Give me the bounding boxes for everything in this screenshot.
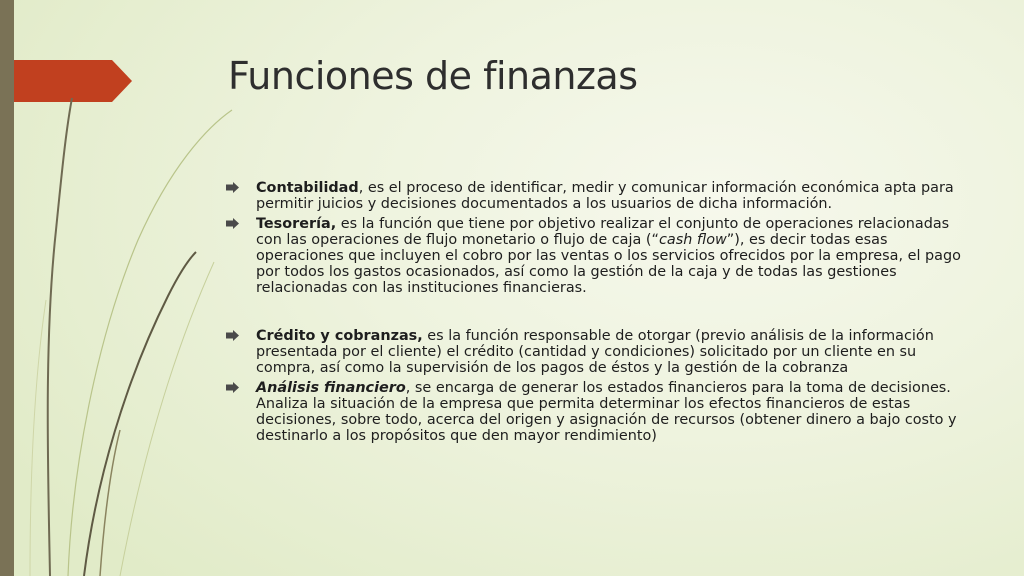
bullet-term: Análisis financiero [256, 380, 406, 396]
slide-title: Funciones de finanzas [228, 54, 638, 98]
bullet-text: ”), es decir todas esas operaciones que incluyen el cobro por las ventas o los servicios ofrecidos por la empresa, el pago por todos los gastos ocasionados, así como la gestión de la caja y de todas las gestiones relacionadas con las instituciones financieras. [256, 232, 961, 296]
bullet-text: es la función responsable de otorgar (previo análisis de la información presentada por el cliente) el crédito (cantidad y condiciones) solicitado por un cliente en su compra, así como la supervisión de los pagos de éstos y la gestión de la cobranza [256, 328, 934, 376]
bullet-item-credito [226, 328, 966, 376]
arrow-bullet-icon [226, 218, 239, 229]
bullet-list [226, 180, 966, 448]
left-accent-bar [0, 0, 14, 576]
bullet-text: es la función que tiene por objetivo realizar el conjunto de operaciones relacionadas con las operaciones de flujo monetario o flujo de caja (“ [256, 216, 950, 248]
arrow-bullet-icon [226, 382, 239, 393]
bullet-item-contabilidad [226, 180, 966, 212]
arrow-bullet-icon [226, 182, 239, 193]
bullet-emphasis: cash flow [658, 232, 727, 248]
arrow-bullet-icon [226, 330, 239, 341]
bullet-text: , se encarga de generar los estados financieros para la toma de decisiones. Analiza la situación de la empresa que permita determinar los efectos financieros de estas decisiones, sobre todo, acerca del origen y asignación de recursos (obtener dinero a bajo costo y destinarlo a los propósitos que den mayor rendimiento) [256, 380, 957, 444]
bullet-term: Tesorería, [256, 216, 337, 232]
bullet-term: Crédito y cobranzas, [256, 328, 423, 344]
bullet-text: , es el proceso de identificar, medir y comunicar información económica apta para permitir juicios y decisiones documentados a los usuarios de dicha información. [256, 180, 954, 212]
bullet-term: Contabilidad [256, 180, 359, 196]
bullet-item-tesoreria [226, 216, 966, 296]
bullet-item-analisis [226, 380, 966, 444]
